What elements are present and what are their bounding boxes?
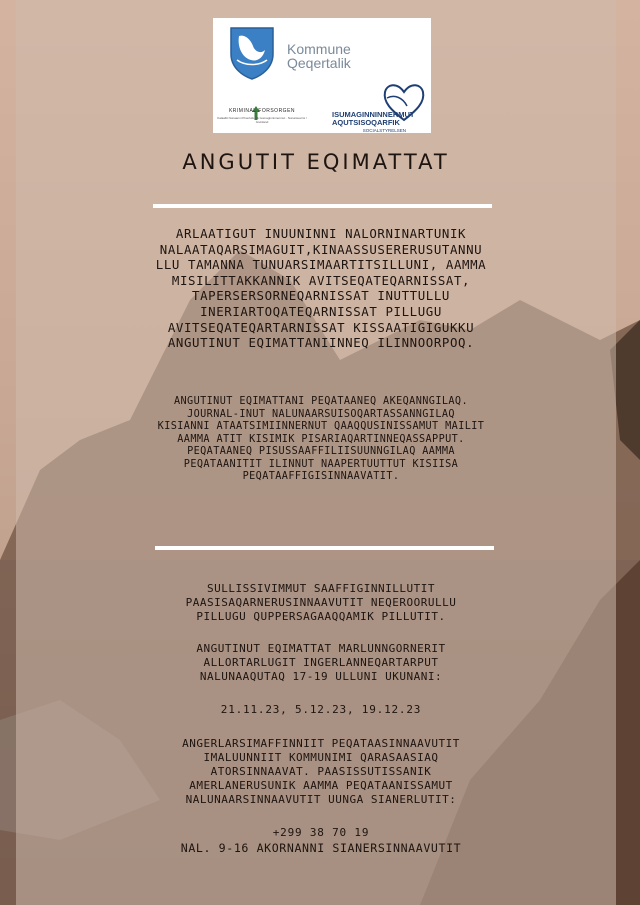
meeting-line: ALLORTARLUGIT INGERLANNEQARTARPUT	[203, 656, 439, 669]
intro-line: ANGUTINUT EQIMATTANIINNEQ ILINNOORPOQ.	[167, 335, 475, 351]
kriminalforsorgen-subtitle: Kalaallit Nunaanni Pinerluttunik Isumaginninnermut · Nunarsuarmi / Grønland	[217, 116, 307, 124]
phone-number: +299 38 70 19	[272, 826, 370, 839]
privacy-line: PEQATAANITIT ILINNUT NAAPERTUUTTUT KISIISA	[183, 458, 459, 470]
intro-line: TAPERSERSORNEQARNISSAT INUTTULLU	[192, 288, 450, 304]
privacy-paragraph	[126, 396, 516, 484]
intro-line: LLU TAMANNA TUNUARSIMAARTITSILLUNI, AAMMA	[155, 257, 487, 273]
phone-hours: NAL. 9-16 AKORNANNI SIANERSINNAAVUTIT	[180, 841, 462, 855]
privacy-line: AAMMA ATIT KISIMIK PISARIAQARTINNEQASSAPPUT.	[177, 433, 465, 445]
privacy-line: PEQATAANEQ PISUSSAAFFILIISUUNNGILAQ AAMMA	[187, 446, 455, 457]
municipality-name	[287, 42, 351, 70]
info-line: PILLUGU QUPPERSAGAAQQAMIK PILLUTIT.	[196, 610, 446, 623]
info-line: SULLISSIVIMMUT SAAFFIGINNILLUTIT	[207, 582, 435, 595]
municipality-line2: Qeqertalik	[287, 55, 351, 71]
privacy-line: PEQATAAFFIGISINNAAVATIT.	[242, 471, 400, 482]
isuma-line1: ISUMAGINNINNERMUT	[332, 110, 415, 119]
intro-line: NALAATAQARSIMAGUIT,KINAASSUSERERUSUTANNU	[159, 241, 483, 257]
kriminalforsorgen-label: KRIMINAL FORSORGEN	[228, 108, 296, 114]
intro-line: AVITSEQATEQARTARNISSAT KISSAATIGIGUKKU	[167, 319, 475, 335]
municipality-line1: Kommune	[287, 41, 351, 57]
info-paragraph	[116, 582, 526, 624]
registration-line: AMERLANERUSUNIK AAMMA PEQATAANISSAMUT	[189, 779, 453, 792]
registration-line: ATORSINNAAVAT. PAASISSUTISSANIK	[210, 765, 432, 778]
meeting-line: NALUNAAQUTAQ 17-19 ULLUNI UKUNANI:	[199, 670, 443, 683]
qeqertalik-shield-icon	[229, 26, 275, 80]
socialstyrelsen-logo	[332, 111, 426, 135]
meeting-dates: 21.11.23, 5.12.23, 19.12.23	[220, 703, 422, 716]
registration-line: IMALUUNNIIT KOMMUNIMI QARASAASIAQ	[203, 751, 439, 764]
isuma-subtitle: SOCIALSTYRELSEN	[362, 128, 406, 133]
privacy-line: ANGUTINUT EQIMATTANI PEQATAANEQ AKEQANNGILAQ.	[173, 396, 468, 407]
registration-paragraph	[116, 737, 526, 807]
privacy-line: JOURNAL-INUT NALUNAARSUISOQARTASSANNGILAQ	[187, 408, 455, 420]
intro-line: INERIARTOQATEQARNISSAT PILLUGU	[200, 303, 442, 319]
intro-line: ARLAATIGUT INUUNINNI NALORNINARTUNIK	[175, 226, 467, 241]
privacy-line: KISIANNI ATAATSIMIINNERNUT QAAQQUSINISSAMUT MAILIT	[157, 421, 485, 432]
logo-banner	[213, 18, 431, 133]
intro-line: MISILITTAKKANNIK AVITSEQATEQARNISSAT,	[171, 272, 471, 288]
divider-top	[153, 204, 492, 208]
kriminalforsorgen-logo	[217, 108, 307, 124]
meeting-line: ANGUTINUT EQIMATTAT MARLUNNGORNERIT	[196, 642, 446, 655]
isuma-line2: AQUTSISOQARFIK	[332, 118, 400, 127]
registration-line: NALUNAARSINNAAVUTIT UUNGA SIANERLUTIT:	[185, 793, 457, 806]
info-line: PAASISAQARNERUSINNAAVUTIT NEQEROORULLU	[185, 596, 457, 609]
divider-bottom	[155, 546, 494, 550]
meeting-paragraph	[116, 642, 526, 684]
registration-line: ANGERLARSIMAFFINNIIT PEQATAASINNAAVUTIT	[182, 737, 460, 750]
intro-paragraph	[116, 226, 526, 351]
page-title: ANGUTIT EQIMATTAT	[182, 150, 450, 174]
